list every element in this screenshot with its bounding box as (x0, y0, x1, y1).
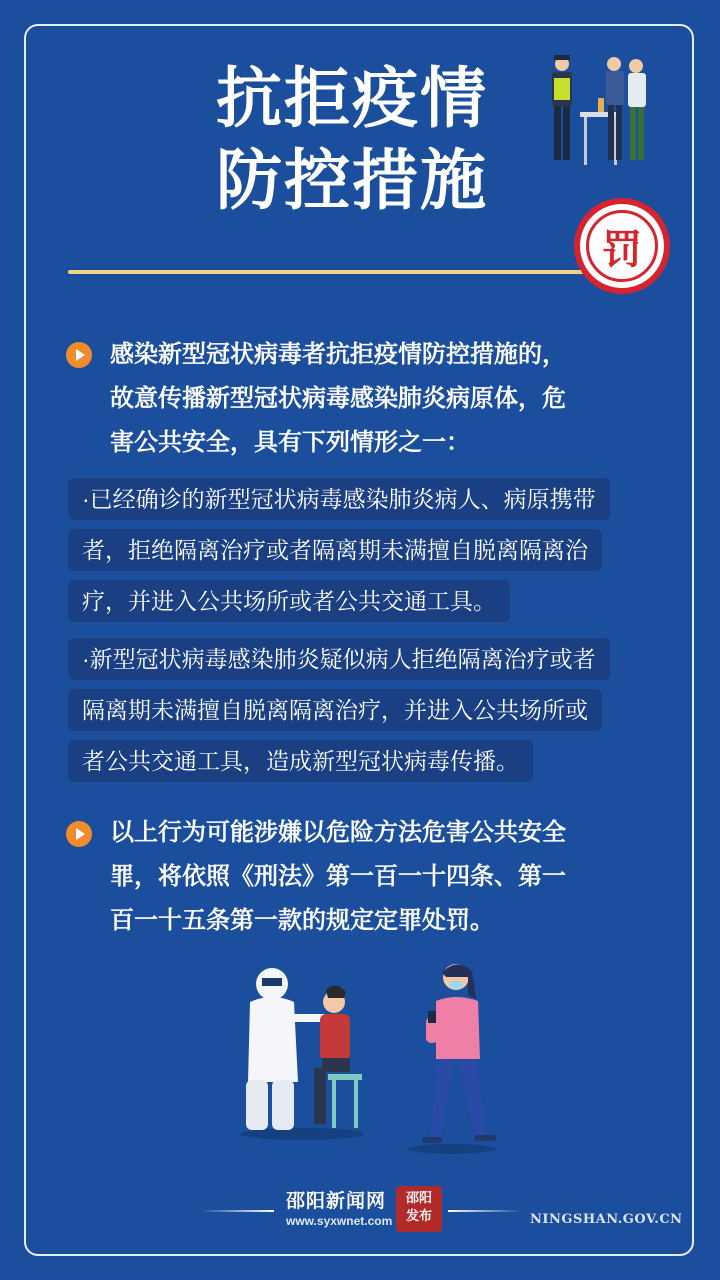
footer-divider-left (200, 1210, 274, 1212)
item-1-line: 者，拒绝隔离治疗或者隔离期未满擅自脱离隔离治 (68, 529, 602, 571)
penalty-badge-text: 罚 (586, 210, 658, 282)
footer-logo-name: 邵阳新闻网 (286, 1191, 387, 1212)
checkpoint-illustration (540, 50, 660, 168)
footer-divider-right (448, 1210, 522, 1212)
title-line-1: 抗拒疫情 (216, 60, 488, 137)
item-2-line: ·新型冠状病毒感染肺炎疑似病人拒绝隔离治疗或者 (68, 638, 610, 680)
woman-phone-illustration (400, 955, 510, 1155)
footer-logo-url: www.syxwnet.com (286, 1214, 393, 1228)
play-bullet-icon (66, 821, 92, 847)
section-2-line: 百一十五条第一款的规定定罪处罚。 (110, 905, 494, 934)
seal-bottom-text: 发布 (405, 1209, 432, 1224)
section-1-text (110, 332, 650, 464)
page-title (216, 58, 516, 222)
section-2-text (110, 810, 650, 942)
title-line-2: 防控措施 (216, 142, 488, 219)
seal-top-text: 邵阳 (405, 1191, 432, 1206)
item-1-line: ·已经确诊的新型冠状病毒感染肺炎病人、病原携带 (68, 478, 610, 520)
section-2-line: 以上行为可能涉嫌以危险方法危害公共安全 (110, 817, 566, 846)
publish-seal (396, 1186, 442, 1232)
play-bullet-icon (66, 342, 92, 368)
section-1-line: 害公共安全，具有下列情形之一： (110, 427, 470, 456)
section-2-line: 罪，将依照《刑法》第一百一十四条、第一 (110, 861, 566, 890)
section-1-line: 感染新型冠状病毒者抗拒疫情防控措施的， (110, 339, 566, 368)
item-2-line: 者公共交通工具，造成新型冠状病毒传播。 (68, 740, 533, 782)
penalty-badge (574, 198, 670, 294)
footer-logo (286, 1190, 392, 1228)
swab-test-illustration (232, 962, 372, 1142)
source-credit: NINGSHAN.GOV.CN (530, 1212, 683, 1227)
item-2 (68, 638, 658, 791)
item-1-line: 疗，并进入公共场所或者公共交通工具。 (68, 580, 510, 622)
title-divider (68, 270, 588, 274)
section-1-line: 故意传播新型冠状病毒感染肺炎病原体，危 (110, 383, 566, 412)
item-2-line: 隔离期未满擅自脱离隔离治疗，并进入公共场所或 (68, 689, 602, 731)
item-1 (68, 478, 658, 631)
